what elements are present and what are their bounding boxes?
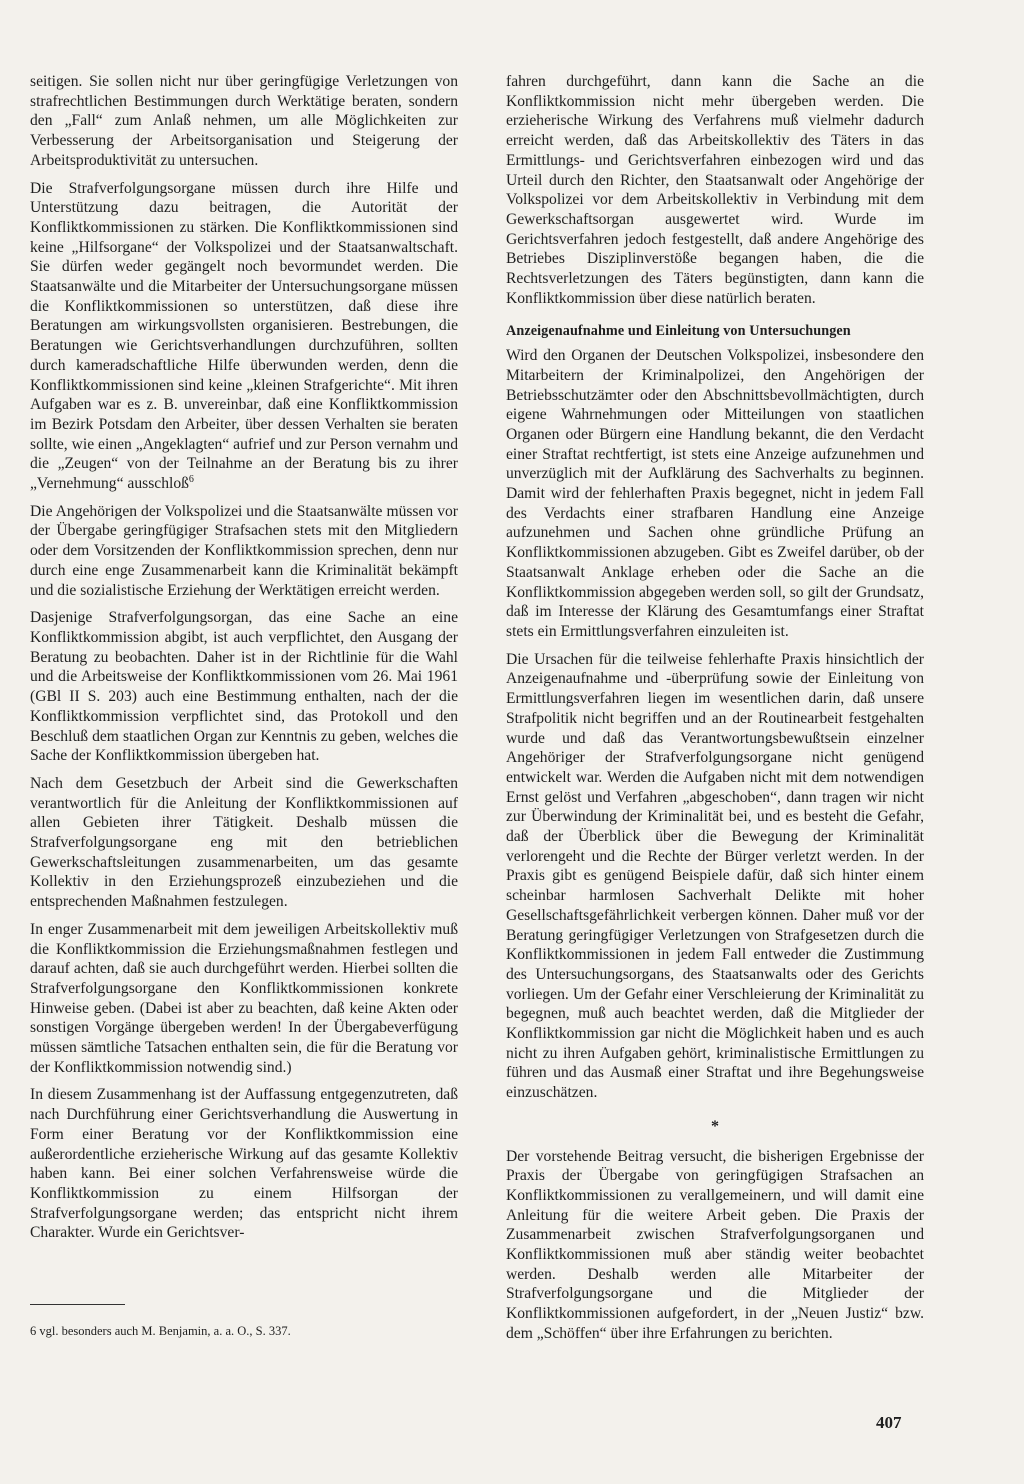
paragraph: Nach dem Gesetzbuch der Arbeit sind die Gewerkschaften verantwortlich für die Anleitung der Konfliktkommissionen auf allen Gebieten ihrer Tätigkeit. Deshalb müssen die Strafverfolgungsorgane eng mit den betrieblichen Gewerkschaftsleitungen zusammenarbeiten, um das gesamte Kollektiv in den Erziehungsprozeß einzubeziehen und die entsprechenden Maßnahmen festzulegen.	[30, 774, 458, 911]
paragraph: In diesem Zusammenhang ist der Auffassung entgegenzutreten, daß nach Durchführung einer Gerichtsverhandlung die Auswertung in Form einer Beratung vor der Konfliktkommission eine außerordentliche erzieherische Wirkung auf das gesamte Kollektiv haben kann. Bei einer solchen Verfahrensweise würde die Konfliktkommission zu einem Hilfsorgan der Strafverfolgungsorgane werden; das entspricht nicht ihrem Charakter. Wurde ein Gerichtsver-	[30, 1086, 458, 1242]
paragraph: Die Angehörigen der Volkspolizei und die Staatsanwälte müssen vor der Übergabe geringfügiger Strafsachen stets mit den Mitgliedern oder dem Vorsitzenden der Konfliktkommission sprechen, denn nur durch eine enge Zusammenarbeit kann die Kriminalität bekämpft und die sozialistische Erziehung der Werktätigen erreicht werden.	[30, 502, 458, 599]
paragraph: Wird den Organen der Deutschen Volkspolizei, insbesondere den Mitarbeitern der Kriminalpolizei, den Angehörigen der Betriebsschutzämter oder den Abschnittsbevollmächtigten, durch eigene Wahrnehmungen oder Mitteilungen von staatlichen Organen oder Bürgern eine Handlung bekannt, die den Verdacht einer Straftat rechtfertigt, ist stets eine Anzeige aufzunehmen und unverzüglich mit der Aufklärung des Sachverhalts zu beginnen. Damit wird der fehlerhaften Praxis begegnet, nicht in jedem Fall des Verdachts einer strafbaren Handlung eine Anzeige aufzunehmen und Sachen ohne gründliche Prüfung an Konfliktkommissionen abzugeben. Gibt es Zweifel darüber, ob der Staatsanwalt Anklage erheben oder die Sache an die Konfliktkommission abgegeben werden soll, so gilt der Grundsatz, daß im Interesse der Klärung des Gesamtumfangs einer Straftat stets ein Ermittlungsverfahren einzuleiten ist.	[506, 347, 924, 640]
paragraph: Die Ursachen für die teilweise fehlerhafte Praxis hinsichtlich der Anzeigenaufnahme und -überprüfung sowie der Einleitung von Ermittlungsverfahren liegen im wesentlichen darin, daß unsere Strafpolitik nicht begriffen und an der Routinearbeit festgehalten wurde und daß das Verantwortungsbewußtsein einzelner Angehöriger der Strafverfolgungsorgane nicht genügend entwickelt war. Werden die Aufgaben nicht mit dem notwendigen Ernst gelöst und Verfahren „abgeschoben“, dann tragen wir nicht zur Überwindung der Kriminalität bei, und es besteht die Gefahr, daß der Überblick über die Bewegung der Kriminalität verlorengeht und die Rechte der Bürger verletzt werden. In der Praxis gibt es genügend Beispiele dafür, daß sich hinter einem scheinbar harmlosen Sachverhalt Delikte mit hoher Gesellschaftsgefährlichkeit verbergen können. Daher muß vor der Beratung geringfügiger Verletzungen von Strafgesetzen durch die Konfliktkommissionen in jedem Fall entweder die Zustimmung des Untersuchungsorgans, des Staatsanwalts oder des Gerichts vorliegen. Um der Gefahr einer Verschleierung der Kriminalität zu begegnen, muß auch beachtet werden, daß die Mitglieder der Konfliktkommission gar nicht die Möglichkeit haben und es auch nicht zu ihren Aufgaben gehört, kriminalistische Ermittlungen zu führen und das Ausmaß einer Straftat und ihre Begehungsweise einzuschätzen.	[506, 650, 924, 1102]
right-column	[506, 72, 924, 1352]
section-heading: Anzeigenaufnahme und Einleitung von Untersuchungen	[506, 323, 851, 340]
paragraph: seitigen. Sie sollen nicht nur über geringfügige Verletzungen von strafrechtlichen Bestimmungen durch Werktätige beraten, sondern den „Fall“ zum Anlaß nehmen, um alle Möglichkeiten zur Verbesserung der Arbeitsorganisation und Steigerung der Arbeitsproduktivität zu untersuchen.	[30, 73, 458, 169]
page-number: 407	[876, 1413, 902, 1432]
left-column	[30, 72, 458, 1251]
paragraph: Der vorstehende Beitrag versucht, die bisherigen Ergebnisse der Praxis der Übergabe von geringfügigen Strafsachen an Konfliktkommissionen zu verallgemeinern, und will damit eine Anleitung für die weitere Arbeit geben. Die Praxis der Zusammenarbeit zwischen Strafverfolgungsorganen und Konfliktkommissionen muß aber ständig weiter beobachtet werden. Deshalb werden alle Mitarbeiter der Strafverfolgungsorgane und die Mitglieder der Konfliktkommissionen aufgefordert, in der „Neuen Justiz“ bzw. dem „Schöffen“ über ihre Erfahrungen zu berichten.	[506, 1147, 924, 1342]
section-separator: *	[711, 1117, 719, 1135]
paragraph: In enger Zusammenarbeit mit dem jeweiligen Arbeitskollektiv muß die Konfliktkommission die Erziehungsmaßnahmen festlegen und darauf achten, daß sie auch durchgeführt werden. Hierbei sollten die Strafverfolgungsorgane den Konfliktkommissionen konkrete Hinweise geben. (Dabei ist aber zu beachten, daß keine Akten oder sonstigen Vorgänge übergeben werden! In der Übergabeverfügung müssen sämtliche Tatsachen enthalten sein, die für die Beratung vor der Konfliktkommission notwendig sind.)	[30, 920, 458, 1076]
footnote-marker: 6	[188, 473, 194, 485]
footnote: 6 vgl. besonders auch M. Benjamin, a. a. O., S. 337.	[30, 1324, 291, 1338]
footnote-rule	[30, 1304, 125, 1305]
paragraph: Dasjenige Strafverfolgungsorgan, das eine Sache an eine Konfliktkommission abgibt, ist auch verpflichtet, den Ausgang der Beratung zu beobachten. Daher ist in der Richtlinie für die Wahl und die Arbeitsweise der Konfliktkommissionen vom 26. Mai 1961 (GBl II S. 203) auch eine Bestimmung enthalten, nach der die Konfliktkommission verpflichtet sind, das Protokoll und den Beschluß dem staatlichen Organ zur Kenntnis zu geben, welches die Sache der Konfliktkommission übergeben hat.	[30, 609, 458, 765]
paragraph: Die Strafverfolgungsorgane müssen durch ihre Hilfe und Unterstützung dazu beitragen, die Autorität der Konfliktkommissionen zu stärken. Die Konfliktkommissionen sind keine „Hilfsorgane“ der Volkspolizei und der Staatsanwaltschaft. Sie dürfen weder gegängelt noch bevormundet werden. Die Staatsanwälte und die Mitarbeiter der Untersuchungsorgane müssen die Konfliktkommissionen so unterstützen, daß diese ihre Beratungen am wirkungsvollsten organisieren. Bestrebungen, die Beratungen wie Gerichtsverhandlungen durchzuführen, sollten durch kameradschaftliche Hilfe überwunden werden, denn die Konfliktkommissionen sind keine „kleinen Strafgerichte“. Mit ihren Aufgaben war es z. B. unvereinbar, daß eine Konfliktkommission im Bezirk Potsdam den Arbeiter, über dessen Verhalten sie beraten sollte, wie einen „Angeklagten“ aufrief und zur Person vernahm und die „Zeugen“ von der Teilnahme an der Beratung bis zu ihrer „Vernehmung“ ausschloß$^6$	[30, 179, 458, 493]
paragraph: fahren durchgeführt, dann kann die Sache an die Konfliktkommission nicht mehr übergeben werden. Die erzieherische Wirkung des Verfahrens muß vielmehr dadurch erreicht werden, daß das Arbeitskollektiv des Täters in das Ermittlungs- und Gerichtsverfahren einbezogen wird und das Urteil durch den Richter, den Staatsanwalt oder Angehörige der Volkspolizei vor dem Arbeitskollektiv in Verbindung mit dem Gewerkschaftsorgan ausgewertet wird. Wurde im Gerichtsverfahren jedoch festgestellt, daß andere Angehörige des Betriebes Disziplinverstöße begangen haben, die die Rechtsverletzungen des Täters begünstigten, dann kann die Konfliktkommission über diese natürlich beraten.	[506, 73, 924, 307]
